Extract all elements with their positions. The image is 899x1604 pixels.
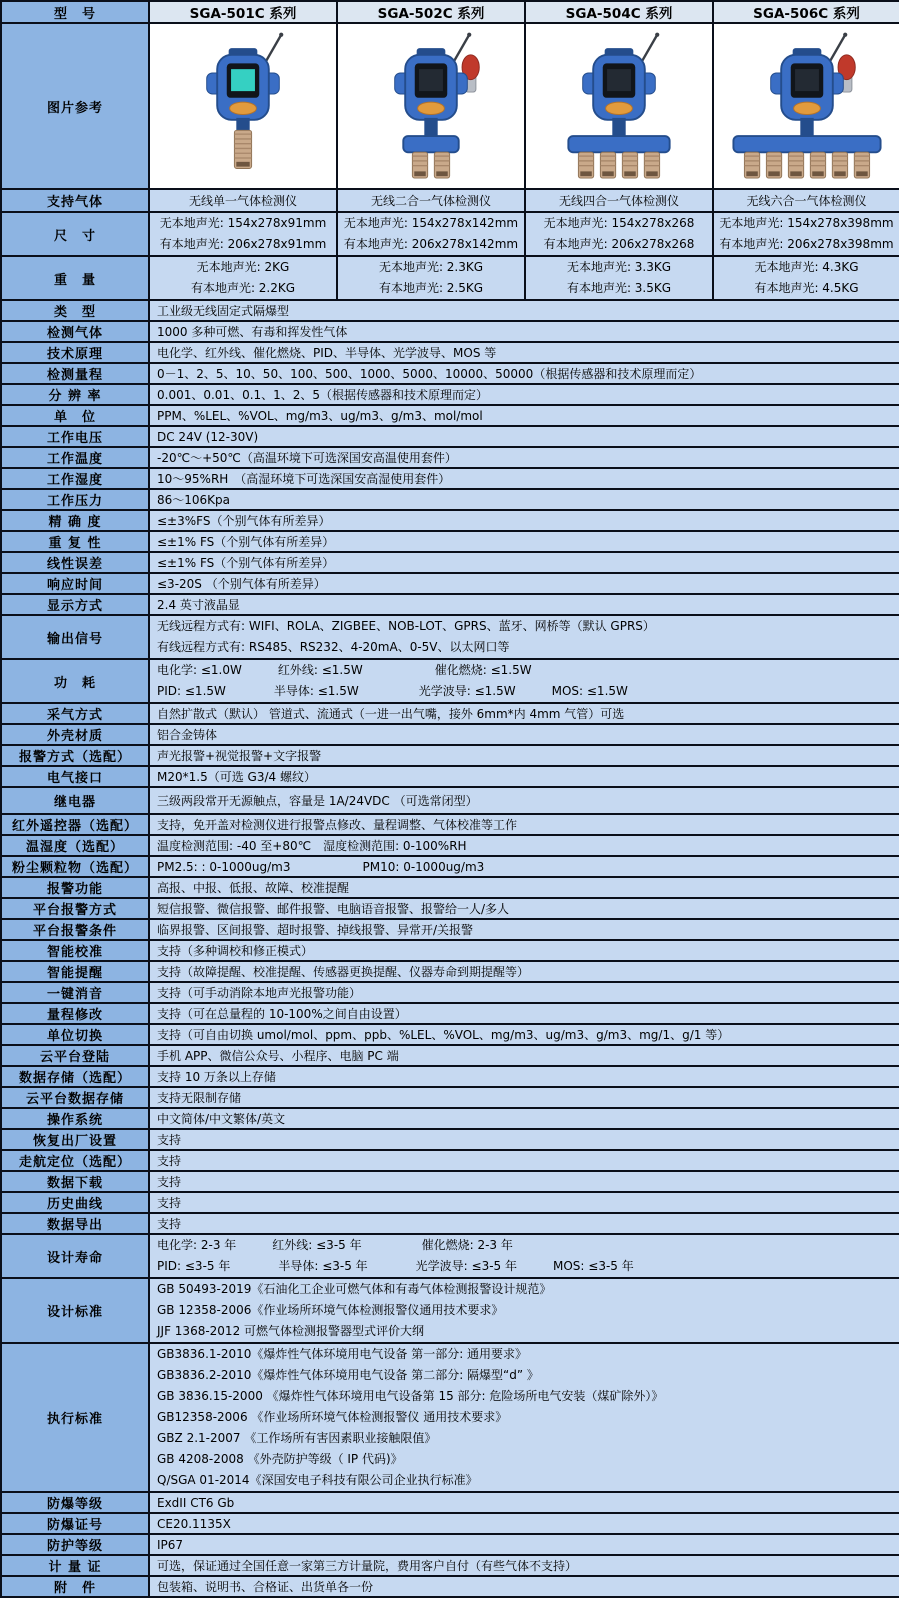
row-repeatability (1, 531, 899, 552)
row-label-nav: 走航定位（选配） (1, 1150, 149, 1171)
row-label-temp: 工作温度 (1, 447, 149, 468)
row-temp_hum (1, 835, 899, 856)
history-value: 支持 (149, 1192, 899, 1213)
os-value: 中文简体/中文繁体/英文 (149, 1108, 899, 1129)
housing-value: 铝合金铸体 (149, 724, 899, 745)
row-type (1, 300, 899, 321)
model-column-header-2: SGA-504C 系列 (525, 1, 713, 23)
row-size (1, 212, 899, 256)
row-label-ex_cert: 防爆证号 (1, 1513, 149, 1534)
design_std-line-0: GB 50493-2019《石油化工企业可燃气体和有毒气体检测报警设计规范》 (157, 1282, 552, 1296)
row-label-alarm_func: 报警功能 (1, 877, 149, 898)
size-value-col-0-line-0: 无本地声光: 154x278x91mm (159, 216, 327, 230)
row-label-cloud_storage: 云平台数据存储 (1, 1087, 149, 1108)
row-label-linearity: 线性误差 (1, 552, 149, 573)
power-line-0: 电化学: ≤1.0W 红外线: ≤1.5W 催化燃烧: ≤1.5W (157, 663, 532, 677)
row-design_std (1, 1278, 899, 1343)
row-label-dust: 粉尘颗粒物（选配） (1, 856, 149, 877)
product-image-sga-502c (345, 29, 517, 184)
weight-value-col-2-line-0: 无本地声光: 3.3KG (566, 260, 672, 274)
exec_std-line-3: GB12358-2006 《作业场所环境气体检测报警仪 通用技术要求》 (157, 1410, 508, 1424)
principle-value: 电化学、红外线、催化燃烧、PID、半导体、光学波导、MOS 等 (149, 342, 899, 363)
row-label-repeatability: 重 复 性 (1, 531, 149, 552)
electrical-value: M20*1.5（可选 G3/4 螺纹） (149, 766, 899, 787)
row-storage (1, 1066, 899, 1087)
factory_reset-value: 支持 (149, 1129, 899, 1150)
row-nav (1, 1150, 899, 1171)
row-label-housing: 外壳材质 (1, 724, 149, 745)
row-label-temp_hum: 温湿度（选配） (1, 835, 149, 856)
row-label-design_std: 设计标准 (1, 1278, 149, 1343)
row-smart_remind (1, 961, 899, 982)
row-relay (1, 787, 899, 814)
row-smart_cal (1, 940, 899, 961)
exec_std-line-4: GBZ 2.1-2007 《工作场所有害因素职业接触限值》 (157, 1431, 437, 1445)
type-value: 工业级无线固定式隔爆型 (149, 300, 899, 321)
row-accessories (1, 1576, 899, 1597)
row-exec_std (1, 1343, 899, 1492)
remote-value: 支持，免开盖对检测仪进行报警点修改、量程调整、气体校准等工作 (149, 814, 899, 835)
exec_std-line-2: GB 3836.15-2000 《爆炸性气体环境用电气设备第 15 部分: 危险场所电气安装（煤矿除外）》 (157, 1389, 664, 1403)
row-label-range: 检测量程 (1, 363, 149, 384)
unit_switch-value: 支持（可自由切换 umol/mol、ppm、ppb、%LEL、%VOL、mg/m3、ug/m3、g/m3、mg/1、g/1 等） (149, 1024, 899, 1045)
design_std-line-2: JJF 1368-2012 可燃气体检测报警器型式评价大纲 (157, 1324, 425, 1338)
row-label-storage: 数据存储（选配） (1, 1066, 149, 1087)
product-image-cell-sga-506c (713, 23, 899, 189)
row-ex_cert (1, 1513, 899, 1534)
size-value-col-2-line-1: 有本地声光: 206x278x268 (543, 237, 695, 251)
lifetime-line-0: 电化学: 2-3 年 红外线: ≤3-5 年 催化燃烧: 2-3 年 (157, 1238, 513, 1252)
unit-value: PPM、%LEL、%VOL、mg/m3、ug/m3、g/m3、mol/mol (149, 405, 899, 426)
weight-value-col-3 (713, 256, 899, 300)
voltage-value: DC 24V (12-30V) (149, 426, 899, 447)
target_gas-value: 1000 多种可燃、有毒和挥发性气体 (149, 321, 899, 342)
resolution-value: 0.001、0.01、0.1、1、2、5（根据传感器和技术原理而定） (149, 384, 899, 405)
row-export (1, 1213, 899, 1234)
row-label-export: 数据导出 (1, 1213, 149, 1234)
row-os (1, 1108, 899, 1129)
row-label-unit_switch: 单位切换 (1, 1024, 149, 1045)
exec_std-line-0: GB3836.1-2010《爆炸性气体环境用电气设备 第一部分: 通用要求》 (157, 1347, 528, 1361)
row-label-ex_rating: 防爆等级 (1, 1492, 149, 1513)
row-label-remote: 红外遥控器（选配） (1, 814, 149, 835)
row-label-exec_std: 执行标准 (1, 1343, 149, 1492)
weight-value-col-1 (337, 256, 525, 300)
smart_remind-value: 支持（故障提醒、校准提醒、传感器更换提醒、仪器寿命到期提醒等） (149, 961, 899, 982)
ex_cert-value: CE20.1135X (149, 1513, 899, 1534)
exec_std-line-6: Q/SGA 01-2014《深国安电子科技有限公司企业执行标准》 (157, 1473, 478, 1487)
row-voltage (1, 426, 899, 447)
row-label-power: 功 耗 (1, 659, 149, 703)
row-unit (1, 405, 899, 426)
gas-value-col-0: 无线单一气体检测仪 (149, 189, 337, 212)
download-value: 支持 (149, 1171, 899, 1192)
weight-value-col-1-line-1: 有本地声光: 2.5KG (378, 281, 484, 295)
row-label-pressure: 工作压力 (1, 489, 149, 510)
row-response (1, 573, 899, 594)
row-label-platform_alarm: 平台报警方式 (1, 898, 149, 919)
row-label-electrical: 电气接口 (1, 766, 149, 787)
row-resolution (1, 384, 899, 405)
row-target_gas (1, 321, 899, 342)
weight-value-col-0-line-1: 有本地声光: 2.2KG (190, 281, 296, 295)
row-label-unit: 单 位 (1, 405, 149, 426)
row-principle (1, 342, 899, 363)
row-metrology (1, 1555, 899, 1576)
mute-value: 支持（可手动消除本地声光报警功能） (149, 982, 899, 1003)
row-power (1, 659, 899, 703)
row-label-os: 操作系统 (1, 1108, 149, 1129)
product-image-cell-sga-502c (337, 23, 525, 189)
row-label-sampling: 采气方式 (1, 703, 149, 724)
row-label-resolution: 分 辨 率 (1, 384, 149, 405)
exec_std-value (149, 1343, 899, 1492)
size-value-col-1-line-0: 无本地声光: 154x278x142mm (343, 216, 519, 230)
size-value-col-0-line-1: 有本地声光: 206x278x91mm (159, 237, 327, 251)
row-label-voltage: 工作电压 (1, 426, 149, 447)
row-ex_rating (1, 1492, 899, 1513)
sampling-value: 自然扩散式（默认） 管道式、流通式（一进一出气嘴，接外 6mm*内 4mm 气管）可选 (149, 703, 899, 724)
product-image-cell-sga-504c (525, 23, 713, 189)
row-image (1, 23, 899, 189)
row-cloud_storage (1, 1087, 899, 1108)
product-image-sga-504c (533, 29, 705, 184)
platform_cond-value: 临界报警、区间报警、超时报警、掉线报警、异常开/关报警 (149, 919, 899, 940)
row-alarm_func (1, 877, 899, 898)
size-value-col-2-line-0: 无本地声光: 154x278x268 (543, 216, 695, 230)
power-value (149, 659, 899, 703)
cloud_login-value: 手机 APP、微信公众号、小程序、电脑 PC 端 (149, 1045, 899, 1066)
row-range_mod (1, 1003, 899, 1024)
gas-value-col-1: 无线二合一气体检测仪 (337, 189, 525, 212)
gas-value-col-2: 无线四合一气体检测仪 (525, 189, 713, 212)
row-label-range_mod: 量程修改 (1, 1003, 149, 1024)
row-label-weight: 重 量 (1, 256, 149, 300)
output-value (149, 615, 899, 659)
row-ip_rating (1, 1534, 899, 1555)
ip_rating-value: IP67 (149, 1534, 899, 1555)
accuracy-value: ≤±3%FS（个别气体有所差异） (149, 510, 899, 531)
row-label-principle: 技术原理 (1, 342, 149, 363)
row-output (1, 615, 899, 659)
platform_alarm-value: 短信报警、微信报警、邮件报警、电脑语音报警、报警给一人/多人 (149, 898, 899, 919)
row-platform_alarm (1, 898, 899, 919)
row-range (1, 363, 899, 384)
size-value-col-1 (337, 212, 525, 256)
row-gas (1, 189, 899, 212)
row-label-gas: 支持气体 (1, 189, 149, 212)
row-housing (1, 724, 899, 745)
size-value-col-3-line-1: 有本地声光: 206x278x398mm (719, 237, 894, 251)
row-label-mute: 一键消音 (1, 982, 149, 1003)
row-dust (1, 856, 899, 877)
row-linearity (1, 552, 899, 573)
product-image-sga-506c (721, 29, 893, 184)
row-history (1, 1192, 899, 1213)
row-model (1, 1, 899, 23)
smart_cal-value: 支持（多种调校和修正模式） (149, 940, 899, 961)
model-column-header-0: SGA-501C 系列 (149, 1, 337, 23)
weight-value-col-2-line-1: 有本地声光: 3.5KG (566, 281, 672, 295)
row-label-humidity: 工作湿度 (1, 468, 149, 489)
power-line-1: PID: ≤1.5W 半导体: ≤1.5W 光学波导: ≤1.5W MOS: ≤1.5W (157, 684, 628, 698)
row-unit_switch (1, 1024, 899, 1045)
row-electrical (1, 766, 899, 787)
row-label-history: 历史曲线 (1, 1192, 149, 1213)
gas-value-col-3: 无线六合一气体检测仪 (713, 189, 899, 212)
design_std-line-1: GB 12358-2006《作业场所环境气体检测报警仪通用技术要求》 (157, 1303, 504, 1317)
alarm_func-value: 高报、中报、低报、故障、校准提醒 (149, 877, 899, 898)
accessories-value: 包装箱、说明书、合格证、出货单各一份 (149, 1576, 899, 1597)
exec_std-line-1: GB3836.2-2010《爆炸性气体环境用电气设备 第二部分: 隔爆型“d” 》 (157, 1368, 539, 1382)
row-sampling (1, 703, 899, 724)
row-humidity (1, 468, 899, 489)
response-value: ≤3-20S （个别气体有所差异） (149, 573, 899, 594)
row-label-accuracy: 精 确 度 (1, 510, 149, 531)
row-label-model: 型 号 (1, 1, 149, 23)
row-label-factory_reset: 恢复出厂设置 (1, 1129, 149, 1150)
row-accuracy (1, 510, 899, 531)
weight-value-col-2 (525, 256, 713, 300)
row-alarm_mode (1, 745, 899, 766)
linearity-value: ≤±1% FS（个别气体有所差异） (149, 552, 899, 573)
nav-value: 支持 (149, 1150, 899, 1171)
row-label-smart_remind: 智能提醒 (1, 961, 149, 982)
row-label-response: 响应时间 (1, 573, 149, 594)
row-download (1, 1171, 899, 1192)
storage-value: 支持 10 万条以上存储 (149, 1066, 899, 1087)
row-label-display: 显示方式 (1, 594, 149, 615)
row-label-metrology: 计 量 证 (1, 1555, 149, 1576)
row-lifetime (1, 1234, 899, 1278)
weight-value-col-0-line-0: 无本地声光: 2KG (196, 260, 290, 274)
row-label-size: 尺 寸 (1, 212, 149, 256)
pressure-value: 86～106Kpa (149, 489, 899, 510)
row-label-image: 图片参考 (1, 23, 149, 189)
export-value: 支持 (149, 1213, 899, 1234)
row-label-download: 数据下载 (1, 1171, 149, 1192)
row-display (1, 594, 899, 615)
row-cloud_login (1, 1045, 899, 1066)
row-label-smart_cal: 智能校准 (1, 940, 149, 961)
size-value-col-3 (713, 212, 899, 256)
display-value: 2.4 英寸液晶显 (149, 594, 899, 615)
product-image-cell-sga-501c (149, 23, 337, 189)
range_mod-value: 支持（可在总量程的 10-100%之间自由设置） (149, 1003, 899, 1024)
cloud_storage-value: 支持无限制存储 (149, 1087, 899, 1108)
model-column-header-3: SGA-506C 系列 (713, 1, 899, 23)
model-column-header-1: SGA-502C 系列 (337, 1, 525, 23)
row-weight (1, 256, 899, 300)
row-label-cloud_login: 云平台登陆 (1, 1045, 149, 1066)
repeatability-value: ≤±1% FS（个别气体有所差异） (149, 531, 899, 552)
row-label-platform_cond: 平台报警条件 (1, 919, 149, 940)
weight-value-col-3-line-0: 无本地声光: 4.3KG (754, 260, 859, 274)
size-value-col-2 (525, 212, 713, 256)
row-label-type: 类 型 (1, 300, 149, 321)
row-label-relay: 继电器 (1, 787, 149, 814)
product-image-sga-501c (157, 29, 329, 184)
row-label-alarm_mode: 报警方式（选配） (1, 745, 149, 766)
row-label-target_gas: 检测气体 (1, 321, 149, 342)
humidity-value: 10～95%RH （高湿环境下可选深国安高湿使用套件） (149, 468, 899, 489)
dust-value: PM2.5: : 0-1000ug/m3 PM10: 0-1000ug/m3 (149, 856, 899, 877)
exec_std-line-5: GB 4208-2008 《外壳防护等级（ IP 代码)》 (157, 1452, 403, 1466)
alarm_mode-value: 声光报警+视觉报警+文字报警 (149, 745, 899, 766)
size-value-col-0 (149, 212, 337, 256)
weight-value-col-3-line-1: 有本地声光: 4.5KG (754, 281, 859, 295)
row-remote (1, 814, 899, 835)
design_std-value (149, 1278, 899, 1343)
size-value-col-1-line-1: 有本地声光: 206x278x142mm (343, 237, 519, 251)
row-factory_reset (1, 1129, 899, 1150)
row-label-ip_rating: 防护等级 (1, 1534, 149, 1555)
range-value: 0－1、2、5、10、50、100、500、1000、5000、10000、50000（根据传感器和技术原理而定） (149, 363, 899, 384)
lifetime-line-1: PID: ≤3-5 年 半导体: ≤3-5 年 光学波导: ≤3-5 年 MOS: ≤3-5 年 (157, 1259, 634, 1273)
lifetime-value (149, 1234, 899, 1278)
temp_hum-value: 温度检测范围: -40 至+80℃ 湿度检测范围: 0-100%RH (149, 835, 899, 856)
row-mute (1, 982, 899, 1003)
output-line-0: 无线远程方式有: WIFI、ROLA、ZIGBEE、NOB-LOT、GPRS、蓝牙、网桥等（默认 GPRS） (157, 619, 655, 633)
metrology-value: 可选，保证通过全国任意一家第三方计量院，费用客户自付（有些气体不支持） (149, 1555, 899, 1576)
output-line-1: 有线远程方式有: RS485、RS232、4-20mA、0-5V、以太网口等 (157, 640, 510, 654)
row-label-lifetime: 设计寿命 (1, 1234, 149, 1278)
weight-value-col-1-line-0: 无本地声光: 2.3KG (378, 260, 484, 274)
ex_rating-value: ExdII CT6 Gb (149, 1492, 899, 1513)
size-value-col-3-line-0: 无本地声光: 154x278x398mm (719, 216, 894, 230)
weight-value-col-0 (149, 256, 337, 300)
row-pressure (1, 489, 899, 510)
relay-value: 三级两段常开无源触点，容量是 1A/24VDC （可选常闭型） (149, 787, 899, 814)
row-label-output: 输出信号 (1, 615, 149, 659)
row-temp (1, 447, 899, 468)
row-platform_cond (1, 919, 899, 940)
row-label-accessories: 附 件 (1, 1576, 149, 1597)
temp-value: -20℃～+50℃（高温环境下可选深国安高温使用套件） (149, 447, 899, 468)
